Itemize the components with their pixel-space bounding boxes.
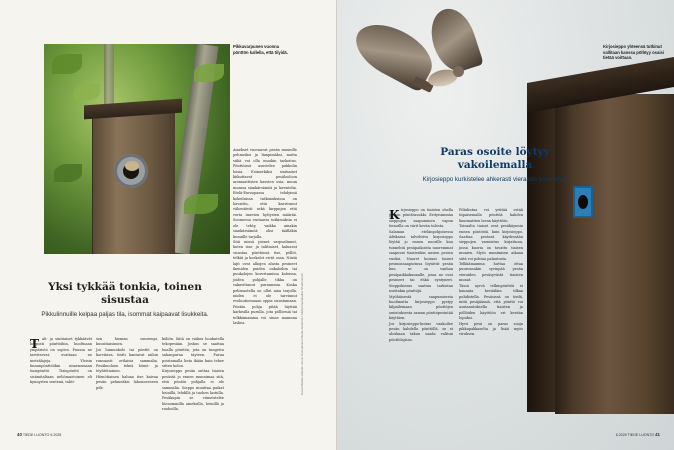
- body-column-3: köliön. Siitä on vaikea houkutella tekopesään. Joskus se saattaa hualla pönttön, jota on tungettu sahanpurua täyteen. Purua poistamalla linta ikään kuin tekee sitten kolon. Kirjosieppo pesän onttaa tiaisen pesästä jo ennen muunimaa sitä, että pöntön pohjalla ei ole sammalia. Sieppo muuttaa paikat heinillä, lehdillä ja tuohen lastulla. Pesäkupin se viimeistelee hienommilla aineksilla, heinillä ja ruohoilla.: [162, 337, 224, 412]
- magazine-issue-right: 6.2025 TIEDE LUONTO: [615, 433, 655, 437]
- article-title-right: Paras osoite löytyy vakoilemalla: [440, 146, 550, 171]
- page-number-left: 40: [17, 432, 22, 437]
- leaf: [184, 194, 218, 214]
- leaf: [52, 54, 82, 74]
- photo-caption-right: Kirjosieppo yhteensä tutkinut vallitaan kanssa pöllöyy osaisi tietää voittaan.: [603, 44, 664, 61]
- drop-cap-right: K: [389, 208, 400, 222]
- body-column-2: sen hieman suurempi, kuusitiaisimen. Jos lunnunkolo tai pönttö on korvitava, tintti kantavat niihin runsaasti erilaisia sammalia. Pesäkuoluen tekeä hömö- ja töyhtötiainen. Hömötiainen haluaa itse kaivaa pesän pehmeäksi lahonneeseen pök-: [96, 337, 158, 390]
- photo-caption-left: Pikkuvarpunen vuonna pönttön kallella, että tilyidä.: [233, 44, 288, 55]
- bird-head: [453, 66, 464, 77]
- body-column-right-1: irjosieppo on tiaisten ohella yleisin pönttöasukki. Erityisimmän sieppojen saapuminen vapun tienoilla on värit kevän tulosta. Salaman etelänpohjoisessa Afrikassa talvehtiva kirjosieppo löytää jo ennen nuorille kuu tunnehtii pesäpaikoista nuoremmat saapuvat tiaistenkin uusien pesien vuoksi. Nuoret koiraat tiaiset pesimisnaapurinsa löytävät pesän kun se on vanhan pesäpaikkakunnalle, jossa ne ovat pesineet tai ehkä syntyneet. Sieppokoiras saattaa tarkistaa useitakin pönttöjä. Myöhäisestä saapumisesta huolimatta kirjosieppo pystyy kilpailemaan pönttöjen omistuksesta saman pönttöpesintää käyttäen. Jos kirjosieppo-koiras vaakoilee pesän kahdella pönttöllä, se ei uloskaan takuu saada valitun pönttölajissa.: [389, 208, 453, 342]
- body-column-4: Ainekset vuoraavat pesän muunille pehmeiksi ja lämpimäksi, mutta siihä voi olla muukin tarkoitus. Pönttöissä asustelee pukkolin loisia. Esimerkiksi sinitiaiset kiikuttavat pesälooloon aromaattisten kasvien osia, muun muassa siankärsämöä ja laventelia. Etelä-Euroopassa tehdyissä kokeiluissa tutkimuksissa on havaittu, että kasvitunut vähentävät sekä kirppujen että verta imevien hyttysten määrää. Suomessa vastaavia tutkimuksia ei ole tehty, vaikka ainakin siankärsämöä olisi täälläkin linnuille tarjolla. Sitä missä pienet varpuslinnut, kuten sini- ja talitiaiset, haluavat sisustaa pönttönsä itse, pöllöt, telkät ja koskelot eivät osaa. Niistä lajit ovat alkojen alusta pesineet ikeniden puiden onkaloihin tai puukolojen kovertamissa koloissa, joiden pohjalle tikka on vakavittanut puruunmia. Koska pelimuotella on ollut aina tarjolla, niiden ei ole tarvinnut evoluutioinuaan oppia sisustamaan. Pöntön pohja pitää täyttää karkealla purulla, jota pöllöeniä tai telkkämamma voi sinne mamuna laskea.: [233, 148, 297, 325]
- bird-in-hole: [125, 161, 139, 171]
- right-page: [337, 0, 674, 450]
- magazine-issue-left: TIEDE LUONTO 6.2025: [22, 433, 62, 437]
- article-subtitle-left: Pikkulinnuille kelpaa paljas tila, isommat kaipaavat lisukkeita.: [41, 311, 209, 318]
- leaf: [54, 164, 82, 182]
- wooden-nest-box-right: [555, 94, 674, 414]
- folio-left: [17, 432, 61, 437]
- folio-right: [616, 432, 660, 437]
- page-number-right: 41: [655, 432, 660, 437]
- article-subtitle-right: Kirjosieppo kurkistelee ahkerasti vieraisiin pönttöihin.: [422, 176, 568, 183]
- nest-box-entrance: [114, 154, 148, 188]
- article-title-left: Yksi tykkää tonkia, toinen sisustaa: [48, 281, 202, 306]
- nest-box-entrance-right: [573, 186, 593, 218]
- leaf: [194, 64, 224, 82]
- leaf: [74, 84, 100, 100]
- body-column-1: ali- ja sinitiaiset tykkäävät helposti pönttöihin, kuoltuaan ympäristö on sopiva. Puussa ne tarvitsevat, ovattaan ne metsälajeja. Yleisin linnunpönttöökin nimenomaan tiaispönttö. Tiaispönttö on sisämitaltaan neliömuotoinen eli kynnysten sentenä, taliti-: [30, 337, 92, 385]
- nest-box-photo-left: [44, 44, 230, 254]
- drop-cap-left: T: [30, 337, 39, 351]
- photo-credit: Kuvat Markku Alatalo/ Jarmo Komulainen/ Marko Alahuhta / Aleksi Rautakallio/ Shutterstock: [300, 273, 304, 395]
- body-column-right-2: Piltalintua voi yrittää estää tiipaisemalla pönttöä kahden limemattien lavan käyttöön. Toisaalta tiaiset ovat pesäkäynnin ennen pöntöstä, kuin kirjosieppo. Saattaa pesässä käydessään sieppojen varmistus kirjattuna, jossa kuoria on tavattu tiaisen munien. Myös munimisen aikaan siitä voi pohtaa palautusta. Telkkämamma huttaa ottaa puurunsakin syvinpää pesän vieraiden pesäsyvästä tiaisten munat. Tässä nyrvä telkinpönttöä ei kannata kevääläin tilkaa puhdistella. Pesäsissä on tiedä, mitä pesäjäämiä, että pönttö voi asutanutuksella tiaisten ja pöllöiden käyttöön eri kevään lopuksi. Hyvä pesä on paras suoja pikkupakkaselta ja lisää myös viruksen.: [459, 208, 523, 337]
